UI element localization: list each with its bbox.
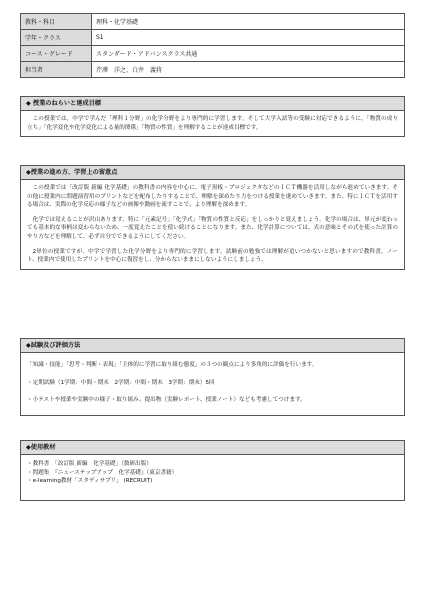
materials-heading: ◆使用教材 (20, 440, 405, 455)
info-row-teacher (21, 62, 405, 78)
method-paragraph-2: 化学では覚えることが沢山あります。特に「元素記号」「化学式」「物質の性質と反応」をしっかりと覚えましょう。化学の場合は、単元が変わっても基本的な事柄は変わらないため、一度覚えたことを使い続けることになります。また、化学計算については、式の意味とその式を使った計算のやり方などを理解して、必ず自分でできるようにしてください。 (27, 216, 398, 240)
materials-item-textbook: ・教科書 「改訂版 新編 化学基礎」（数研出版） (27, 461, 152, 467)
info-label: コース・グレード (21, 46, 92, 62)
evaluation-section (20, 338, 405, 416)
aims-body: この授業では，中学で学んだ「理科１分野」の化学分野をより専門的に学習します。そして大学入試等の受験に対応できるように，「物質の成り立ち」「化学変化や化学変化による量的関係」「物質の性質」を理解することが達成目標です。 (27, 116, 398, 131)
info-label: 学年・クラス (21, 30, 92, 46)
evaluation-heading: ◆試験及び評価方法 (20, 338, 405, 353)
aims-heading: ◆ 授業のねらいと達成目標 (20, 96, 405, 111)
method-paragraph-3: 2単位の授業ですが、中学で学習した化学分野をより専門的に学習します。試験前の勉強では理解が追いつかないと思いますので教科書、ノート、授業内で使用したプリントを中心に復習をし、分からないままにしないようにしましょう。 (27, 248, 398, 264)
info-row-subject (21, 14, 405, 30)
info-row-grade (21, 30, 405, 46)
info-value: スタンダード・アドバンスクラス共通 (92, 46, 405, 62)
info-value: 理科・化学基礎 (92, 14, 405, 30)
evaluation-other: ・小テストや授業や実験中の様子・取り組み、提出物（実験レポート、授業ノート）なども考慮してつけます。 (27, 397, 306, 404)
info-value: 芹澤 洋之、白井 義将 (92, 62, 405, 78)
info-value: S1 (92, 30, 405, 46)
method-paragraph-1: この授業では「改訂版 新編 化学基礎」の教科書の内容を中心に、電子黒板・プロジェクタなどのＩＣＴ機器を活用しながら進めていきます。その他に授業内に問題演習用のプリントなどを配布したりすることで、理解を深めたり力をつける授業を進めていきます。また、特にＩＣＴを活用する場合は、実際の化学反応の様子などの画像や動画を流すことで、より理解を深めます。 (27, 185, 398, 209)
evaluation-body-box (20, 353, 405, 416)
aims-body-box (20, 111, 405, 137)
evaluation-exams: ・定期試験（1学期：中間・期末 2学期：中間・期末 3学期：期末）5回 (27, 379, 215, 386)
method-section (20, 165, 405, 270)
materials-body-box (20, 455, 405, 501)
info-label: 担当者 (21, 62, 92, 78)
materials-item-elearning: ・e-learning教材「スタディサプリ」 (RECRUIT) (27, 478, 153, 485)
materials-list (27, 460, 398, 486)
method-heading: ◆授業の進め方、学習上の留意点 (20, 165, 405, 180)
info-row-course (21, 46, 405, 62)
method-body-box (20, 180, 405, 270)
materials-item-workbook: ・問題集 『ニューステップアップ 化学基礎』（東京書籍） (27, 469, 178, 476)
info-label: 教科・科目 (21, 14, 92, 30)
evaluation-paragraph: 「知識・技能」「思考・判断・表現」「主体的に学習に取り組む態度」の３つの観点により多角的に評価を行います。 (27, 362, 318, 368)
course-info-table (20, 13, 405, 78)
course-info-table-wrap (20, 13, 405, 78)
materials-section (20, 440, 405, 501)
aims-section (20, 96, 405, 137)
